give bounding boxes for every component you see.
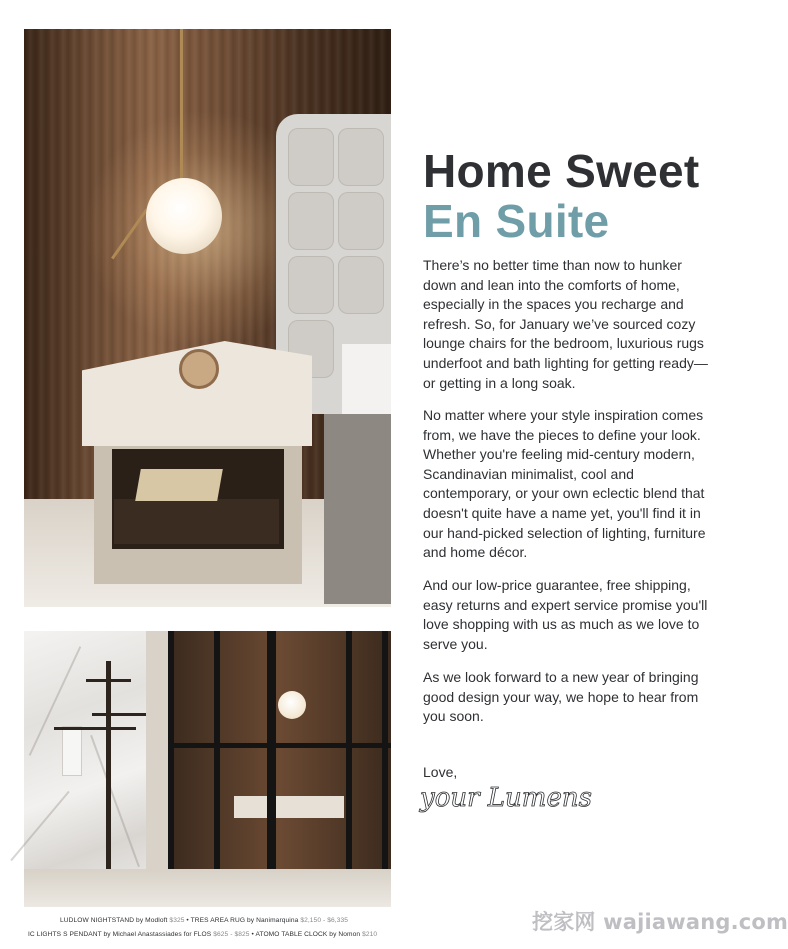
bath-photo bbox=[24, 631, 391, 907]
body-paragraph-3: And our low-price guarantee, free shipping, easy returns and expert service promise you'll love shopping with us as much as we love to serve you. bbox=[423, 577, 708, 652]
caption-product-name: LUDLOW NIGHTSTAND bbox=[60, 917, 135, 924]
body-paragraph-4: As we look forward to a new year of bringing good design your way, we hope to hear from you soon. bbox=[423, 669, 699, 725]
caption-designer: by Nanimarquina bbox=[245, 917, 301, 924]
caption-product-name: IC LIGHTS S PENDANT bbox=[28, 931, 102, 938]
caption-price: $2,150 - $6,335 bbox=[300, 917, 349, 924]
caption-price: $625 - $825 bbox=[213, 931, 250, 938]
caption-designer: by Nomon bbox=[327, 931, 363, 938]
nightstand-distant bbox=[234, 796, 344, 818]
headline-line-2: En Suite bbox=[423, 195, 610, 247]
closing-text: Love, bbox=[423, 764, 458, 780]
signature-text: your Lumens bbox=[420, 783, 592, 813]
caption-line-1 bbox=[60, 917, 348, 924]
wall-pillar bbox=[146, 631, 168, 907]
table-clock bbox=[179, 349, 219, 389]
body-paragraph-1: There’s no better time than now to hunker down and lean into the comforts of home, especially in the spaces you recharge and refresh. So, for January we’ve sourced cozy lounge chairs for the bedroom, luxurious rugs underfoot and bath lighting for getting ready—or getting in a long soak. bbox=[423, 257, 708, 391]
marble-wall bbox=[24, 631, 164, 907]
floor bbox=[24, 869, 391, 907]
book-cover bbox=[135, 469, 223, 501]
caption-designer: by Modloft bbox=[134, 917, 170, 924]
pendant-globe bbox=[146, 178, 222, 254]
caption-price: $210 bbox=[362, 931, 378, 938]
book-stack bbox=[114, 499, 279, 544]
watermark: 挖家网 wajiawang.com bbox=[532, 910, 788, 934]
caption-product-name: ATOMO TABLE CLOCK bbox=[255, 931, 328, 938]
caption-line-2 bbox=[28, 931, 377, 938]
valet-stand bbox=[106, 661, 111, 883]
glass-partition bbox=[168, 631, 391, 907]
caption-separator: • bbox=[184, 917, 191, 924]
towel bbox=[62, 726, 82, 776]
headline-line-1: Home Sweet bbox=[423, 145, 700, 197]
caption-designer: by Michael Anastassiades for FLOS bbox=[101, 931, 214, 938]
pendant-rod bbox=[180, 29, 183, 179]
caption-separator: • bbox=[249, 931, 256, 938]
signature bbox=[412, 776, 592, 828]
bed-frame bbox=[324, 414, 391, 604]
body-paragraph-2: No matter where your style inspiration comes from, we have the pieces to define your look. Whether you're feeling mid-century modern, Scandinavian minimalist, cool and contemporary, or your own eclectic blend that doesn't quite have a name yet, you'll find it in our hand-picked selection of lighting, furniture and home décor. bbox=[423, 407, 706, 561]
caption-product-name: TRES AREA RUG bbox=[190, 917, 246, 924]
pendant-globe-small bbox=[278, 691, 306, 719]
caption-price: $325 bbox=[169, 917, 185, 924]
bedroom-photo bbox=[24, 29, 391, 607]
